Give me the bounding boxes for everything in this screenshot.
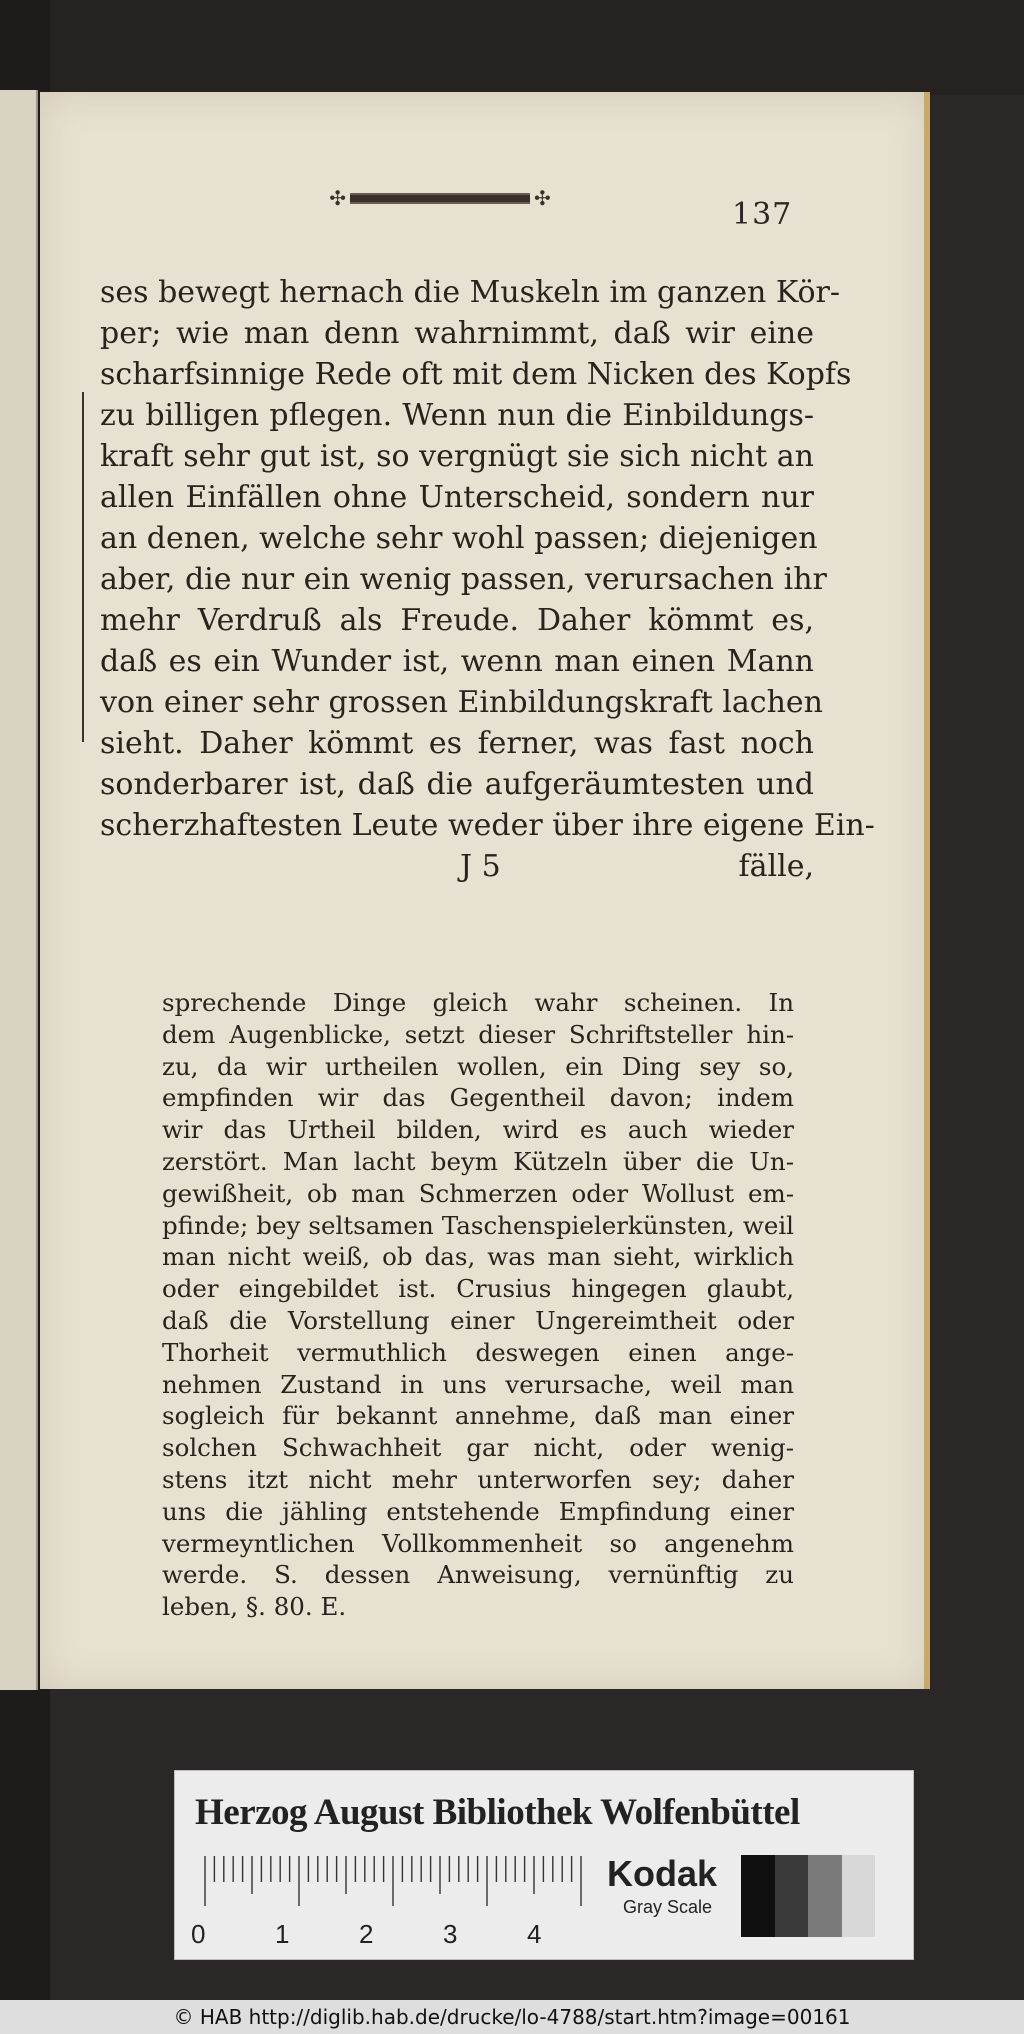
footnote-line: oder eingebildet ist. Crusius hingegen glaubt, <box>162 1274 794 1304</box>
footnote-line: daß die Vorstellung einer Ungereimtheit oder <box>162 1305 794 1335</box>
footnote-line: vermeyntlichen Vollkommenheit so angenehm <box>162 1528 794 1558</box>
page-number: 137 <box>732 197 793 232</box>
gray-swatch <box>842 1855 876 1937</box>
color-calibration-card <box>174 1770 914 1960</box>
ruler-label: 3 <box>443 1919 458 1949</box>
signature-mark: J 5 <box>460 849 501 884</box>
ruler-label: 1 <box>275 1919 290 1949</box>
footnote-line: zu, da wir urtheilen wollen, ein Ding sey so, <box>162 1051 794 1081</box>
body-line: kraft sehr gut ist, so vergnügt sie sich nicht an <box>100 439 814 474</box>
ornament-bar <box>350 193 530 204</box>
footnote-line: man nicht weiß, ob das, was man sieht, wirklich <box>162 1242 794 1272</box>
body-line: per; wie man denn wahrnimmt, daß wir eine <box>100 316 814 351</box>
footnote-line: wir das Urtheil bilden, wird es auch wieder <box>162 1115 794 1145</box>
footnote-line: empfinden wir das Gegentheil davon; indem <box>162 1083 794 1113</box>
body-line: zu billigen pflegen. Wenn nun die Einbildungs- <box>100 398 814 433</box>
footnote-line: uns die jähling entstehende Empfindung einer <box>162 1496 794 1526</box>
margin-mark <box>82 392 84 742</box>
body-line: mehr Verdruß als Freude. Daher kömmt es, <box>100 603 814 638</box>
ornament-right-icon: ✣ <box>534 186 551 210</box>
scan-background <box>0 0 1024 95</box>
book-page <box>40 92 930 1689</box>
body-line: an denen, welche sehr wohl passen; diejenigen <box>100 521 818 556</box>
gray-swatches <box>741 1855 875 1937</box>
gray-swatch <box>808 1855 842 1937</box>
ornament-left-icon: ✣ <box>329 186 346 210</box>
body-line: ses bewegt hernach die Muskeln im ganzen Kör- <box>100 275 841 310</box>
footnote <box>162 987 794 1623</box>
footnote-line: Thorheit vermuthlich deswegen einen ange- <box>162 1337 794 1367</box>
footnote-line: gewißheit, ob man Schmerzen oder Wollust em- <box>162 1178 794 1208</box>
body-line: scharfsinnige Rede oft mit dem Nicken des Kopfs <box>100 357 852 392</box>
footnote-line: stens itzt nicht mehr unterworfen sey; daher <box>162 1464 794 1494</box>
footnote-line: leben, §. 80. E. <box>162 1592 347 1622</box>
ornament-rule <box>320 187 560 209</box>
footnote-line: sprechende Dinge gleich wahr scheinen. In <box>162 988 794 1017</box>
library-name: Herzog August Bibliothek Wolfenbüttel <box>195 1792 800 1833</box>
footnote-line: pfinde; bey seltsamen Taschenspielerkünsten, weil <box>162 1210 794 1240</box>
body-line: sonderbarer ist, daß die aufgeräumtesten und <box>100 767 814 802</box>
body-line: von einer sehr grossen Einbildungskraft lachen <box>100 685 823 720</box>
signature-line <box>100 846 814 887</box>
footnote-line: zerstört. Man lacht beym Kützeln über die Un- <box>162 1146 794 1176</box>
gray-swatch <box>775 1855 809 1937</box>
ruler-labels <box>191 1919 611 1950</box>
copyright-footer: © HAB http://diglib.hab.de/drucke/lo-4788/start.htm?image=00161 <box>0 2000 1024 2034</box>
ruler-scale <box>199 1856 589 1906</box>
gray-swatch <box>741 1855 775 1937</box>
body-line: scherzhaftesten Leute weder über ihre eigene Ein- <box>100 808 875 843</box>
gray-scale-label: Gray Scale <box>623 1897 713 1917</box>
footnote-line: solchen Schwachheit gar nicht, oder wenig- <box>162 1433 794 1463</box>
body-line: allen Einfällen ohne Unterscheid, sondern nur <box>100 480 814 515</box>
body-line: sieht. Daher kömmt es ferner, was fast noch <box>100 726 814 761</box>
footnote-line: sogleich für bekannt annehme, daß man einer <box>162 1401 794 1431</box>
facing-page-edge <box>0 90 38 1690</box>
ruler-label: 2 <box>359 1919 374 1949</box>
footnote-line: werde. S. dessen Anweisung, vernünftig zu <box>162 1560 794 1590</box>
catchword: fälle, <box>738 849 814 884</box>
body-text <box>100 272 875 887</box>
ruler-label: 0 <box>191 1919 206 1949</box>
body-line: aber, die nur ein wenig passen, verursachen ihr <box>100 562 827 597</box>
body-line: daß es ein Wunder ist, wenn man einen Mann <box>100 644 814 679</box>
ruler-label: 4 <box>527 1919 542 1949</box>
kodak-logo: Kodak <box>607 1853 718 1894</box>
footnote-line: dem Augenblicke, setzt dieser Schriftsteller hin- <box>162 1019 794 1049</box>
footnote-line: nehmen Zustand in uns verursache, weil man <box>162 1369 794 1399</box>
